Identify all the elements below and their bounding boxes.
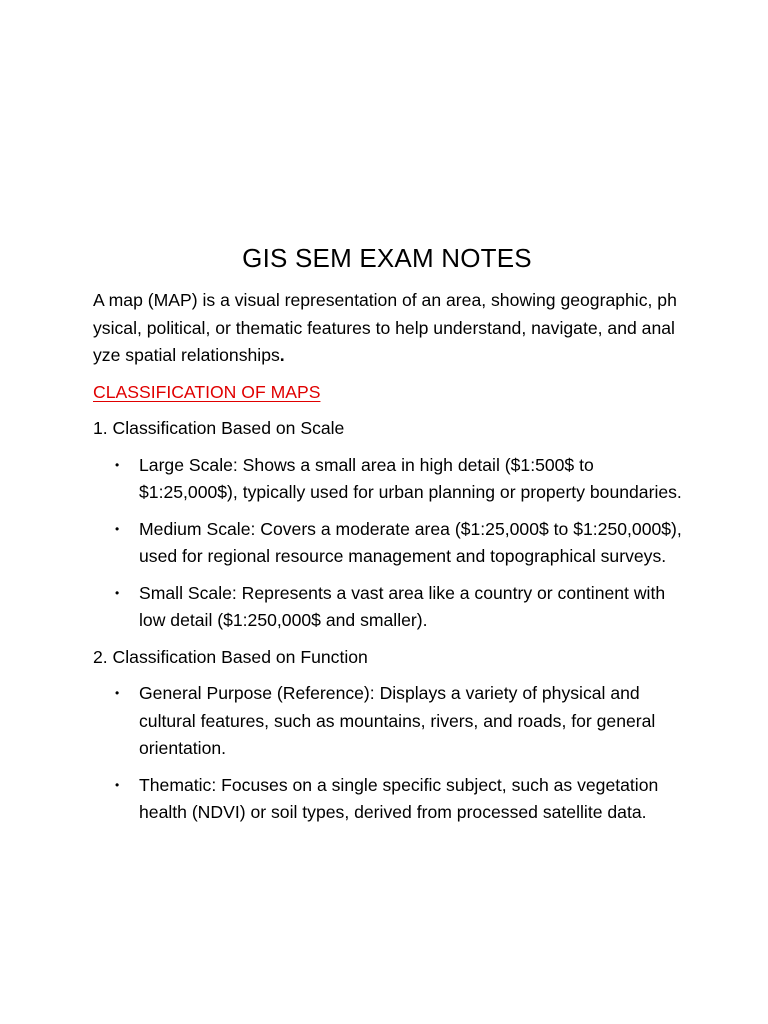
list-item (93, 580, 683, 635)
list-item (93, 772, 683, 827)
function-list (93, 680, 683, 827)
list-item (93, 680, 683, 763)
intro-text: A map (MAP) is a visual representation of an area, showing geographic, physical, political, or thematic features to help understand, navigate, and analyze spatial relationships (93, 290, 677, 365)
intro-paragraph (93, 287, 683, 370)
section-heading: CLASSIFICATION OF MAPS (93, 381, 321, 402)
list-item-text: Thematic: Focuses on a single specific subject, such as vegetation health (NDVI) or soil types, derived from processed satellite data. (139, 774, 659, 822)
bullet-icon: • (115, 585, 120, 600)
group-heading-function: 2. Classification Based on Function (93, 646, 368, 667)
scale-list (93, 452, 683, 635)
document-title: GIS SEM EXAM NOTES (242, 243, 532, 273)
bullet-icon: • (115, 777, 120, 792)
list-item-text: Large Scale: Shows a small area in high detail ($1:500$ to $1:25,000$), typically used for urban planning or property boundaries. (139, 454, 682, 502)
list-item-text: Small Scale: Represents a vast area like a country or continent with low detail ($1:250,000$ and smaller). (139, 582, 666, 630)
intro-period: . (279, 345, 285, 365)
bullet-icon: • (115, 686, 120, 700)
list-item (93, 516, 683, 571)
bullet-icon: • (115, 521, 120, 536)
group-heading-scale: 1. Classification Based on Scale (93, 418, 345, 438)
list-item-text: General Purpose (Reference): Displays a variety of physical and cultural features, such as mountains, rivers, and roads, for general orientation. (139, 683, 656, 758)
list-item (93, 452, 683, 507)
list-item-text: Medium Scale: Covers a moderate area ($1:25,000$ to $1:250,000$), used for regional resource management and topographical surveys. (139, 518, 682, 566)
bullet-icon: • (115, 457, 120, 472)
document-body (93, 287, 683, 836)
